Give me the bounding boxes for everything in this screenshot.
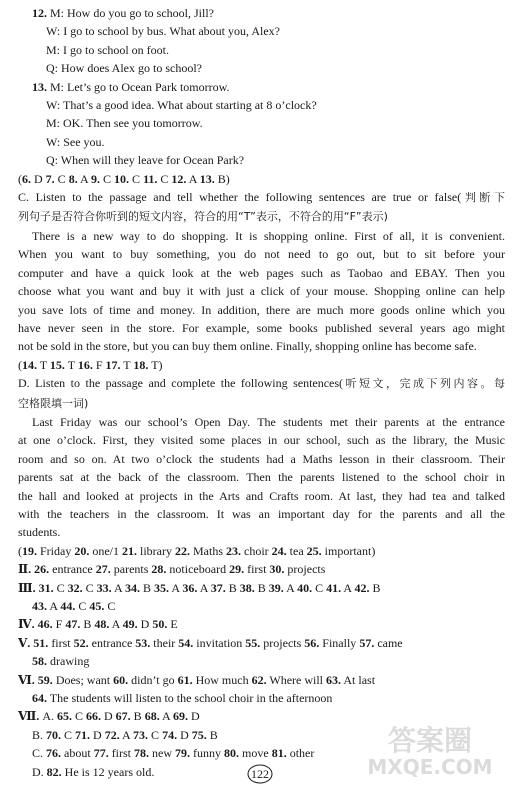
text-line [18,4,505,22]
text-line [18,301,505,319]
line-text: about [61,746,94,761]
text-line [18,151,505,169]
line-text: At last [341,672,376,687]
question-number: 66. [86,709,101,724]
question-number: 42. [354,580,370,595]
line-text: C [82,580,97,595]
question-number: 36. [182,580,198,595]
line-text: didn’t go [128,672,178,687]
line-text: 判断下 [461,191,505,205]
line-text: ( [18,543,22,558]
question-number: Ⅴ. 51. [18,635,49,650]
line-text: funny [190,746,225,761]
question-number: 22. [175,543,191,558]
line-text: invitation [193,635,246,650]
line-text: T) [148,357,163,372]
line-text: D [31,171,46,186]
line-text: B [254,580,269,595]
question-number: 14. [22,357,37,372]
question-number: 68. [144,709,160,724]
question-number: 6. [22,171,31,186]
line-text: T [120,357,134,372]
question-number: 13. [32,79,47,94]
line-text: M: Let’s go to Ocean Park tomorrow. [47,79,230,94]
line-text: A [169,580,183,595]
question-number: 77. [93,746,109,761]
text-line [18,505,505,523]
line-text: A [109,617,123,632]
line-text: C [53,580,68,595]
line-text: 听短文，完成下列内容。每 [343,377,505,391]
question-number: 47. [65,617,81,632]
text-line [18,245,505,263]
line-text: the hall and looked at projects in the Arts and Crafts room. At last, they had tea and talked [18,488,505,503]
text-line [18,634,505,652]
text-line [18,652,505,670]
line-text: A [341,580,355,595]
question-number: 56. [304,635,320,650]
line-text: Q: How does Alex go to school? [46,61,202,76]
text-line [18,615,505,633]
line-text: one/1 [89,543,123,558]
line-text: entrance [49,562,96,577]
line-text: you save lots of time and money. In addition, there are much more goods online which you [18,302,505,317]
question-number: 24. [271,543,287,558]
question-number: 43. [32,599,47,613]
line-text: first [108,746,135,761]
line-text: Where will [266,672,327,687]
question-number: 35. [154,580,170,595]
question-number: 70. [46,727,62,742]
line-text: D [101,709,116,724]
text-line [18,207,505,226]
question-number: 25. [306,543,322,558]
line-text: A [111,580,125,595]
line-text: C [104,599,116,613]
line-text: came [374,635,403,650]
text-line [18,41,505,59]
question-number: 27. [95,562,111,577]
line-text: B [140,580,155,595]
line-text: projects [260,635,305,650]
line-text: choose what you want and buy it with just a click of your mouse. Shopping online can help [18,284,505,299]
question-number: 67. [115,709,131,724]
question-number: 65. [56,709,72,724]
question-number: 64. [32,691,47,706]
question-number: 48. [94,617,110,632]
line-text: first [244,562,270,577]
text-line [18,133,505,151]
line-text: C [157,171,172,186]
line-text: A [186,171,200,186]
text-line [18,374,505,393]
page-number [246,764,274,784]
line-text: other [286,746,315,761]
question-number: 32. [67,580,83,595]
line-text: move [239,746,272,761]
text-line [18,59,505,77]
line-text: Finally [319,635,360,650]
question-number: 34. [125,580,140,595]
line-text: E [167,617,178,632]
line-text: He is 12 years old. [61,764,155,779]
question-number: 17. [105,357,121,372]
text-line [18,579,505,597]
line-text: F [52,617,66,632]
text-line [18,431,505,449]
question-number: 54. [178,635,194,650]
question-number: 45. [89,599,105,613]
line-text: room and so on. At two o’clock the students had a Maths lesson in their classroom. Their [18,451,505,466]
question-number: 60. [113,672,129,687]
line-text: projects [284,562,326,577]
line-text: A [159,709,174,724]
question-number: 28. [151,562,167,577]
text-line [18,337,505,355]
watermark-logo [345,720,515,780]
question-number: 49. [122,617,138,632]
line-text: A [197,580,211,595]
question-number: 76. [46,746,62,761]
question-number: 69. [173,709,189,724]
text-line [18,689,505,707]
line-text: ( [18,171,22,186]
line-text: The students will listen to the school choir in the afternoon [47,691,333,706]
question-number: 11. [143,171,158,186]
line-text: C. Listen to the passage and tell whether the following sentences are true or false( [18,190,462,205]
question-number: 53. [135,635,151,650]
question-number: Ⅱ. 26. [18,562,50,577]
text-line [18,597,505,615]
line-text: W: See you. [46,134,105,149]
question-number: 57. [359,635,375,650]
line-text: M: How do you go to school, Jill? [47,6,214,20]
question-number: 39. [268,580,284,595]
question-number: Ⅲ. 31. [18,580,54,595]
text-line [18,394,505,413]
line-text: A. [42,709,57,724]
line-text: C [148,727,163,742]
line-text: C [100,171,115,186]
line-text: D. [32,764,47,779]
line-text: entrance [88,635,136,650]
question-number: 73. [133,727,149,742]
line-text: C [75,599,90,613]
line-text: C. [32,746,47,761]
line-text: first [48,635,74,650]
text-line [18,22,505,40]
question-number: 52. [73,635,89,650]
question-number: 33. [96,580,112,595]
line-text: M: I go to school on foot. [46,42,169,57]
text-line [18,413,505,431]
line-text: D [137,617,153,632]
line-text: ( [18,357,22,372]
line-text: tea [286,543,307,558]
question-number: 12. [171,171,187,186]
question-number: 16. [77,357,93,372]
text-line [18,96,505,114]
text-line [18,170,505,188]
line-text: not be sold in the store, but you can buy them online. Finally, shopping online has become safe. [18,339,477,354]
line-text: A [77,171,92,186]
line-text: Q: When will they leave for Ocean Park? [46,153,245,168]
question-number: 21. [122,543,138,558]
text-line [18,114,505,132]
question-number: 7. [45,171,55,186]
line-text: new [149,746,176,761]
line-text: C [312,580,327,595]
text-line [18,282,505,300]
line-text: B) [214,171,230,186]
watermark-line1: 答案圈 [387,724,473,757]
line-text: D. Listen to the passage and complete the following sentences( [18,376,344,391]
line-text: M: OK. Then see you tomorrow. [46,116,203,131]
page-number-text: 122 [251,767,269,781]
line-text: When you want to buy something, you do not need to go out, but to sit before your [18,247,505,262]
text-line [18,560,505,578]
question-number: 15. [49,357,65,372]
line-text: D [188,709,200,724]
question-number: 75. [191,727,207,742]
line-text: choir [241,543,272,558]
line-text: their [150,635,179,650]
line-text: library [137,543,176,558]
line-text: T [64,357,78,372]
text-line [18,264,505,282]
question-number: 80. [224,746,240,761]
line-text: Does; want [52,672,114,687]
line-text: C [71,709,86,724]
line-text: T [37,357,50,372]
question-number: 74. [162,727,178,742]
question-number: 29. [229,562,245,577]
line-text: W: That’s a good idea. What about starting at 8 o’clock? [46,98,317,113]
question-number: 8. [68,171,78,186]
question-number: 18. [133,357,149,372]
line-text: at one o’clock. First, they visited some places in our school, such as the library, the Music [18,433,505,448]
question-number: 12. [32,6,47,20]
question-number: 41. [326,580,342,595]
question-number: 82. [46,764,62,779]
text-line [18,227,505,245]
line-text: C [61,727,76,742]
line-text: There is a new way to do shopping. It is shopping online. First of all, it is convenient. [32,228,505,243]
line-text: A [47,599,61,613]
question-number: 10. [114,171,130,186]
line-text: computer and have a quick look at the web pages such as Taobao and EBAY. Then you [18,265,505,280]
line-text: F [92,357,106,372]
question-number: 38. [239,580,255,595]
question-number: 50. [152,617,168,632]
question-number: 40. [297,580,313,595]
watermark-line2: MXQE.COM [367,755,493,779]
question-number: 13. [199,171,215,186]
line-text: Friday [37,543,75,558]
question-number: 58. [32,654,47,669]
line-text: B [225,580,240,595]
line-text: have never seen in the store. For example, some books published several years ago might [18,320,505,335]
text-line [18,542,505,560]
line-text: W: I go to school by bus. What about you, Alex? [46,24,280,39]
line-text: parents [110,562,152,577]
question-number: 78. [134,746,150,761]
line-text: 列句子是否符合你听到的短文内容，符合的用“T”表示，不符合的用“F”表示) [18,210,388,224]
text-line [18,356,505,374]
question-number: 9. [91,171,101,186]
line-text: noticeboard [166,562,230,577]
question-number: 20. [74,543,90,558]
question-number: 44. [60,599,76,613]
question-number: Ⅳ. 46. [18,617,53,632]
text-line [18,468,505,486]
question-number: 55. [245,635,261,650]
question-number: 79. [175,746,191,761]
line-text: Last Friday was our school’s Open Day. The students met their parents at the entrance [32,414,505,429]
line-text: D [177,727,192,742]
question-number: 62. [251,672,267,687]
line-text: with the teachers in the classroom. It was an important day for the parents and all the [18,506,505,521]
question-number: 30. [269,562,285,577]
text-line [18,78,505,96]
question-number: Ⅶ. [18,709,43,724]
line-text: 空格限填一词) [18,396,89,410]
line-text: B [369,580,381,595]
line-text: B [206,727,218,742]
text-line [18,487,505,505]
line-text: drawing [47,654,90,669]
text-line [18,523,505,541]
question-number: 23. [226,543,242,558]
question-number: 63. [326,672,342,687]
question-number: 71. [75,727,91,742]
line-text: B. [32,727,47,742]
line-text: How much [192,672,252,687]
line-text: parents sat at the back of the classroom. Then the parents listened to the school choir in [18,470,505,485]
question-number: 61. [177,672,193,687]
line-text: D [90,727,105,742]
line-text: students. [18,525,61,540]
text-line [18,671,505,689]
line-text: important) [321,543,376,558]
line-text: C [54,171,69,186]
text-line [18,188,505,207]
question-number: Ⅵ. 59. [18,672,53,687]
line-text: Maths [190,543,227,558]
line-text: A [283,580,298,595]
text-line [18,450,505,468]
question-number: 19. [22,543,37,558]
line-text: C [129,171,144,186]
question-number: 37. [210,580,226,595]
question-number: 81. [271,746,287,761]
line-text: A [119,727,134,742]
line-text: B [80,617,95,632]
text-line [18,319,505,337]
line-text: B [130,709,145,724]
question-number: 72. [104,727,120,742]
